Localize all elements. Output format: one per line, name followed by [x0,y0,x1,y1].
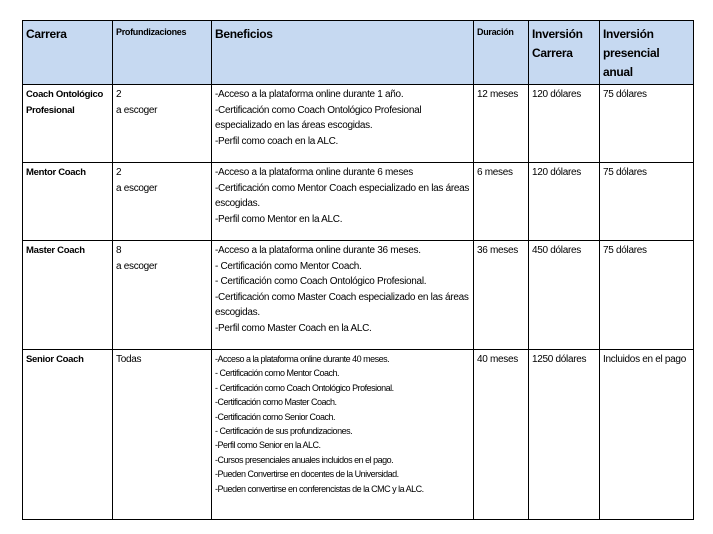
beneficio-item: -Pueden Convertirse en docentes de la Universidad. [215,469,399,480]
cell-inversion-carrera: 1250 dólares [529,350,600,520]
header-inversion-carrera: Inversión Carrera [529,21,600,85]
beneficio-item: -Certificación como Mentor Coach especializado en las áreas escogidas. [215,182,470,209]
beneficio-item: - Certificación como Mentor Coach. [215,368,340,379]
profundizaciones-note: a escoger [116,260,158,272]
cell-inversion-anual: 75 dólares [600,241,694,350]
profundizaciones-count: 8 [116,245,122,256]
table-row [23,241,694,350]
cell-inversion-carrera: 450 dólares [529,241,600,350]
cell-beneficios [212,163,474,241]
beneficio-item: -Pueden convertirse en conferencistas de la CMC y la ALC. [215,483,424,494]
cell-inversion-anual: 75 dólares [600,163,694,241]
cell-beneficios [212,350,474,520]
beneficio-item: -Certificación como Coach Ontológico Profesional especializado en las áreas escogidas. [215,104,422,131]
beneficio-item: -Certificación como Master Coach especializado en las áreas escogidas. [215,291,469,318]
beneficio-item: - Certificación como Coach Ontológico Profesional. [215,382,394,393]
cell-carrera: Senior Coach [23,350,113,520]
beneficio-item: -Acceso a la plataforma online durante 40 meses. [215,354,390,364]
cell-beneficios [212,85,474,163]
profundizaciones-count: 2 [116,167,122,178]
header-row [23,21,694,85]
beneficio-item: - Certificación como Mentor Coach. [215,260,362,272]
cell-carrera: Master Coach [23,241,113,350]
cell-inversion-anual: Incluidos en el pago [600,350,694,520]
beneficio-item: -Perfil como coach en la ALC. [215,135,339,147]
cell-carrera: Mentor Coach [23,163,113,241]
beneficio-item: -Acceso a la plataforma online durante 6 meses [215,167,413,178]
profundizaciones-note: a escoger [116,104,158,116]
table-row [23,350,694,520]
beneficio-item: - Certificación de sus profundizaciones. [215,426,353,437]
cell-duracion: 40 meses [474,350,529,520]
cell-profundizaciones [113,163,212,241]
cell-inversion-carrera: 120 dólares [529,163,600,241]
beneficio-item: -Acceso a la plataforma online durante 1 año. [215,89,404,100]
beneficio-item: - Certificación como Coach Ontológico Profesional. [215,276,427,287]
careers-table [22,20,694,520]
table-row [23,163,694,241]
table-row [23,85,694,163]
beneficio-item: -Acceso a la plataforma online durante 36 meses. [215,245,421,256]
profundizaciones-value: Todas [116,354,142,365]
profundizaciones-count: 2 [116,89,122,100]
cell-duracion: 6 meses [474,163,529,241]
header-inversion-anual: Inversión presencial anual [600,21,694,85]
beneficio-item: -Perfil como Senior en la ALC. [215,440,321,451]
beneficio-item: -Cursos presenciales anuales incluidos en el pago. [215,454,394,465]
header-duracion: Duración [474,21,529,85]
beneficio-item: -Perfil como Master Coach en la ALC. [215,322,372,334]
cell-duracion: 12 meses [474,85,529,163]
cell-inversion-anual: 75 dólares [600,85,694,163]
beneficio-item: -Certificación como Senior Coach. [215,411,336,422]
cell-inversion-carrera: 120 dólares [529,85,600,163]
cell-duracion: 36 meses [474,241,529,350]
cell-profundizaciones [113,350,212,520]
cell-profundizaciones [113,241,212,350]
header-beneficios: Beneficios [212,21,474,85]
header-carrera: Carrera [23,21,113,85]
cell-carrera: Coach Ontológico Profesional [23,85,113,163]
beneficio-item: -Certificación como Master Coach. [215,397,337,408]
cell-profundizaciones [113,85,212,163]
header-profundizaciones: Profundizaciones [113,21,212,85]
cell-beneficios [212,241,474,350]
beneficio-item: -Perfil como Mentor en la ALC. [215,213,343,225]
profundizaciones-note: a escoger [116,182,158,194]
